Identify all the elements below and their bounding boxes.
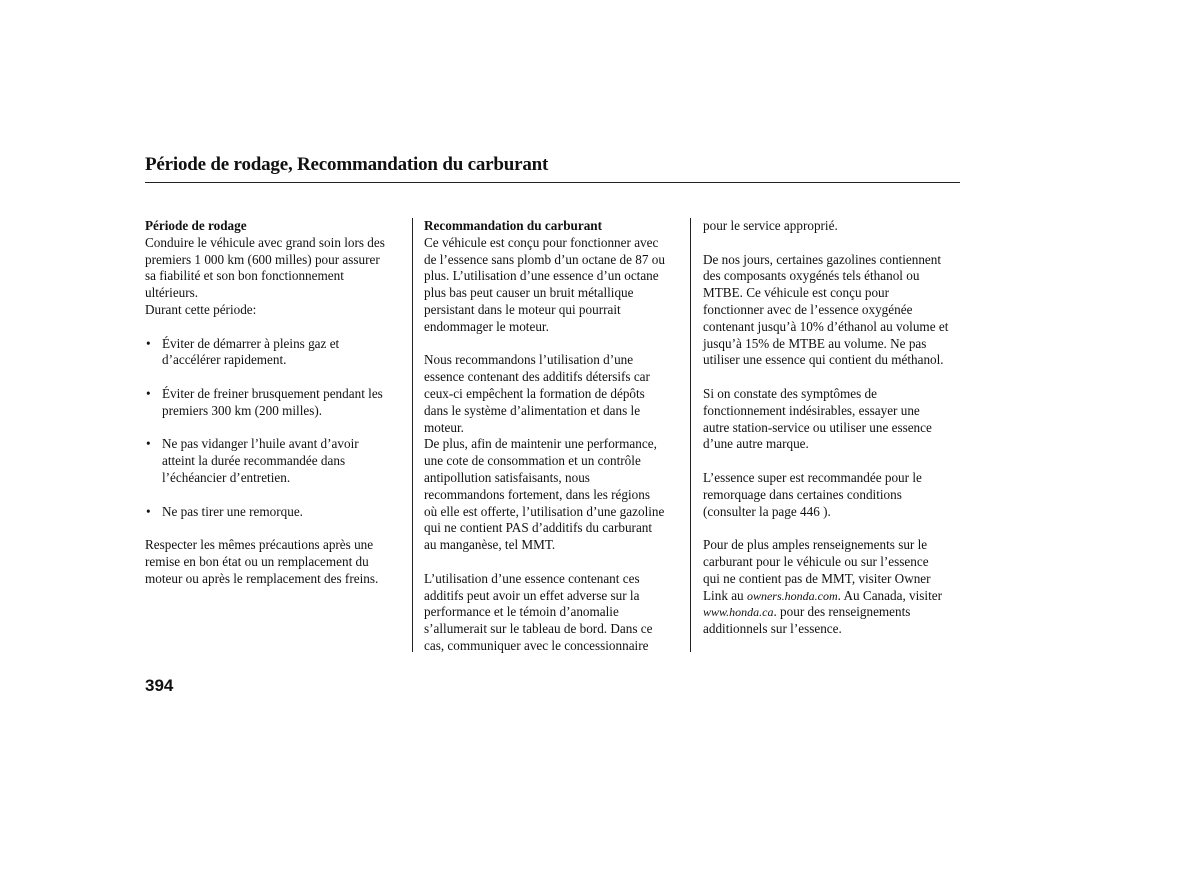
text-line: Si on constate des symptômes de: [703, 385, 877, 401]
text-line: plus bas peut causer un bruit métallique: [424, 285, 634, 301]
text-line: L’essence super est recommandée pour le: [703, 469, 922, 485]
column-divider: [690, 218, 691, 652]
text-line: remorquage dans certaines conditions: [703, 486, 902, 502]
bullet-icon: •: [146, 385, 151, 401]
paragraph-outro: [145, 537, 403, 587]
text-fragment: . pour des renseignements: [773, 604, 911, 620]
text-line: performance et le témoin d’anomalie: [424, 604, 619, 620]
bullet-icon: •: [146, 335, 151, 351]
paragraph: [703, 386, 965, 453]
text-line: qui ne contient pas de MMT, visiter Owner: [703, 570, 931, 586]
text-line: [703, 588, 965, 605]
section-heading-fuel: Recommandation du carburant: [424, 218, 603, 233]
text-line: [703, 604, 965, 621]
text-line: MTBE. Ce véhicule est conçu pour: [703, 285, 890, 301]
text-line: Respecter les mêmes précautions après une: [145, 537, 374, 553]
text-fragment: . Au Canada, visiter: [837, 587, 943, 603]
text-line: utiliser une essence qui contient du méthanol.: [703, 352, 944, 368]
text-line: Ne pas tirer une remorque.: [162, 503, 303, 519]
title-divider: [145, 182, 960, 183]
text-line: qui ne contient PAS d’additifs du carburant: [424, 520, 653, 536]
text-line: plus. L’utilisation d’une essence d’un octane: [424, 268, 659, 284]
text-line: d’accélérer rapidement.: [162, 352, 287, 368]
paragraph: [424, 352, 682, 554]
text-line: Pour de plus amples renseignements sur le: [703, 537, 928, 553]
text-line: une cote de consommation et un contrôle: [424, 453, 641, 469]
text-line: premiers 300 km (200 milles).: [162, 402, 323, 418]
text-line: contenant jusqu’à 10% d’éthanol au volume et: [703, 318, 949, 334]
page-title: Période de rodage, Recommandation du carburant: [145, 154, 549, 175]
column-divider: [412, 218, 413, 652]
text-line: premiers 1 000 km (600 milles) pour assurer: [145, 251, 380, 267]
text-line: Ce véhicule est conçu pour fonctionner avec: [424, 234, 659, 250]
text-line: jusqu’à 15% de MTBE au volume. Ne pas: [703, 335, 927, 351]
text-line: endommager le moteur.: [424, 318, 549, 334]
column-break-in: [145, 218, 403, 588]
text-line: d’une autre marque.: [703, 436, 809, 452]
text-line: de l’essence sans plomb d’un octane de 87 ou: [424, 251, 665, 267]
text-line: remise en bon état ou un remplacement du: [145, 553, 369, 569]
text-line: (consulter la page 446 ).: [703, 503, 831, 519]
section-heading-break-in: Période de rodage: [145, 218, 247, 233]
bullet-icon: •: [146, 436, 151, 452]
bullet-item: [145, 504, 403, 521]
text-line: essence contenant des additifs détersifs car: [424, 369, 650, 385]
text-line: ultérieurs.: [145, 285, 199, 301]
text-line: additifs peut avoir un effet adverse sur la: [424, 587, 640, 603]
text-line: additionnels sur l’essence.: [703, 621, 842, 637]
text-line: l’échéancier d’entretien.: [162, 469, 291, 485]
column-fuel-recommendation: [424, 218, 682, 655]
text-line: cas, communiquer avec le concessionnaire: [424, 637, 649, 653]
text-line: persistant dans le moteur qui pourrait: [424, 301, 621, 317]
paragraph: [703, 537, 965, 638]
paragraph: [703, 252, 965, 370]
text-line: où elle est offerte, l’utilisation d’une gazoline: [424, 503, 665, 519]
text-line: des composants oxygénés tels éthanol ou: [703, 268, 920, 284]
text-line: Conduire le véhicule avec grand soin lors des: [145, 234, 385, 250]
text-line: L’utilisation d’une essence contenant ces: [424, 570, 640, 586]
text-line: Durant cette période:: [145, 301, 257, 317]
text-line: De plus, afin de maintenir une performance,: [424, 436, 657, 452]
column-fuel-continued: [703, 218, 965, 638]
text-line: ceux-ci empêchent la formation de dépôts: [424, 385, 645, 401]
text-line: moteur.: [424, 419, 464, 435]
text-line: atteint la durée recommandée dans: [162, 453, 346, 469]
text-line: Éviter de freiner brusquement pendant les: [162, 385, 383, 401]
paragraph: [703, 218, 965, 235]
text-line: fonctionner avec de l’essence oxygénée: [703, 301, 913, 317]
paragraph: [424, 571, 682, 655]
bullet-item: [145, 436, 403, 486]
text-line: Éviter de démarrer à pleins gaz et: [162, 335, 340, 351]
text-line: Ne pas vidanger l’huile avant d’avoir: [162, 436, 359, 452]
paragraph: [424, 235, 682, 336]
bullet-item: [145, 336, 403, 370]
text-line: recommandons fortement, dans les régions: [424, 486, 650, 502]
text-line: moteur ou après le remplacement des freins.: [145, 570, 379, 586]
text-line: autre station-service ou utiliser une essence: [703, 419, 932, 435]
text-line: De nos jours, certaines gazolines contiennent: [703, 251, 942, 267]
paragraph-intro: [145, 235, 403, 319]
owners-honda-link[interactable]: owners.honda.com: [746, 588, 838, 603]
text-line: carburant pour le véhicule ou sur l’essence: [703, 553, 929, 569]
text-line: antipollution satisfaisants, nous: [424, 469, 590, 485]
text-line: s’allumerait sur le tableau de bord. Dans ce: [424, 621, 653, 637]
honda-ca-link[interactable]: www.honda.ca: [703, 605, 774, 620]
text-line: au manganèse, tel MMT.: [424, 537, 556, 553]
text-line: fonctionnement indésirables, essayer une: [703, 402, 920, 418]
text-line: sa fiabilité et son bon fonctionnement: [145, 268, 344, 284]
text-line: dans le système d’alimentation et dans le: [424, 402, 641, 418]
text-line: Nous recommandons l’utilisation d’une: [424, 352, 634, 368]
paragraph: [703, 470, 965, 520]
text-fragment: Link au: [703, 587, 747, 603]
bullet-item: [145, 386, 403, 420]
text-line: pour le service approprié.: [703, 218, 838, 233]
page-number: 394: [145, 676, 174, 695]
bullet-icon: •: [146, 503, 151, 519]
